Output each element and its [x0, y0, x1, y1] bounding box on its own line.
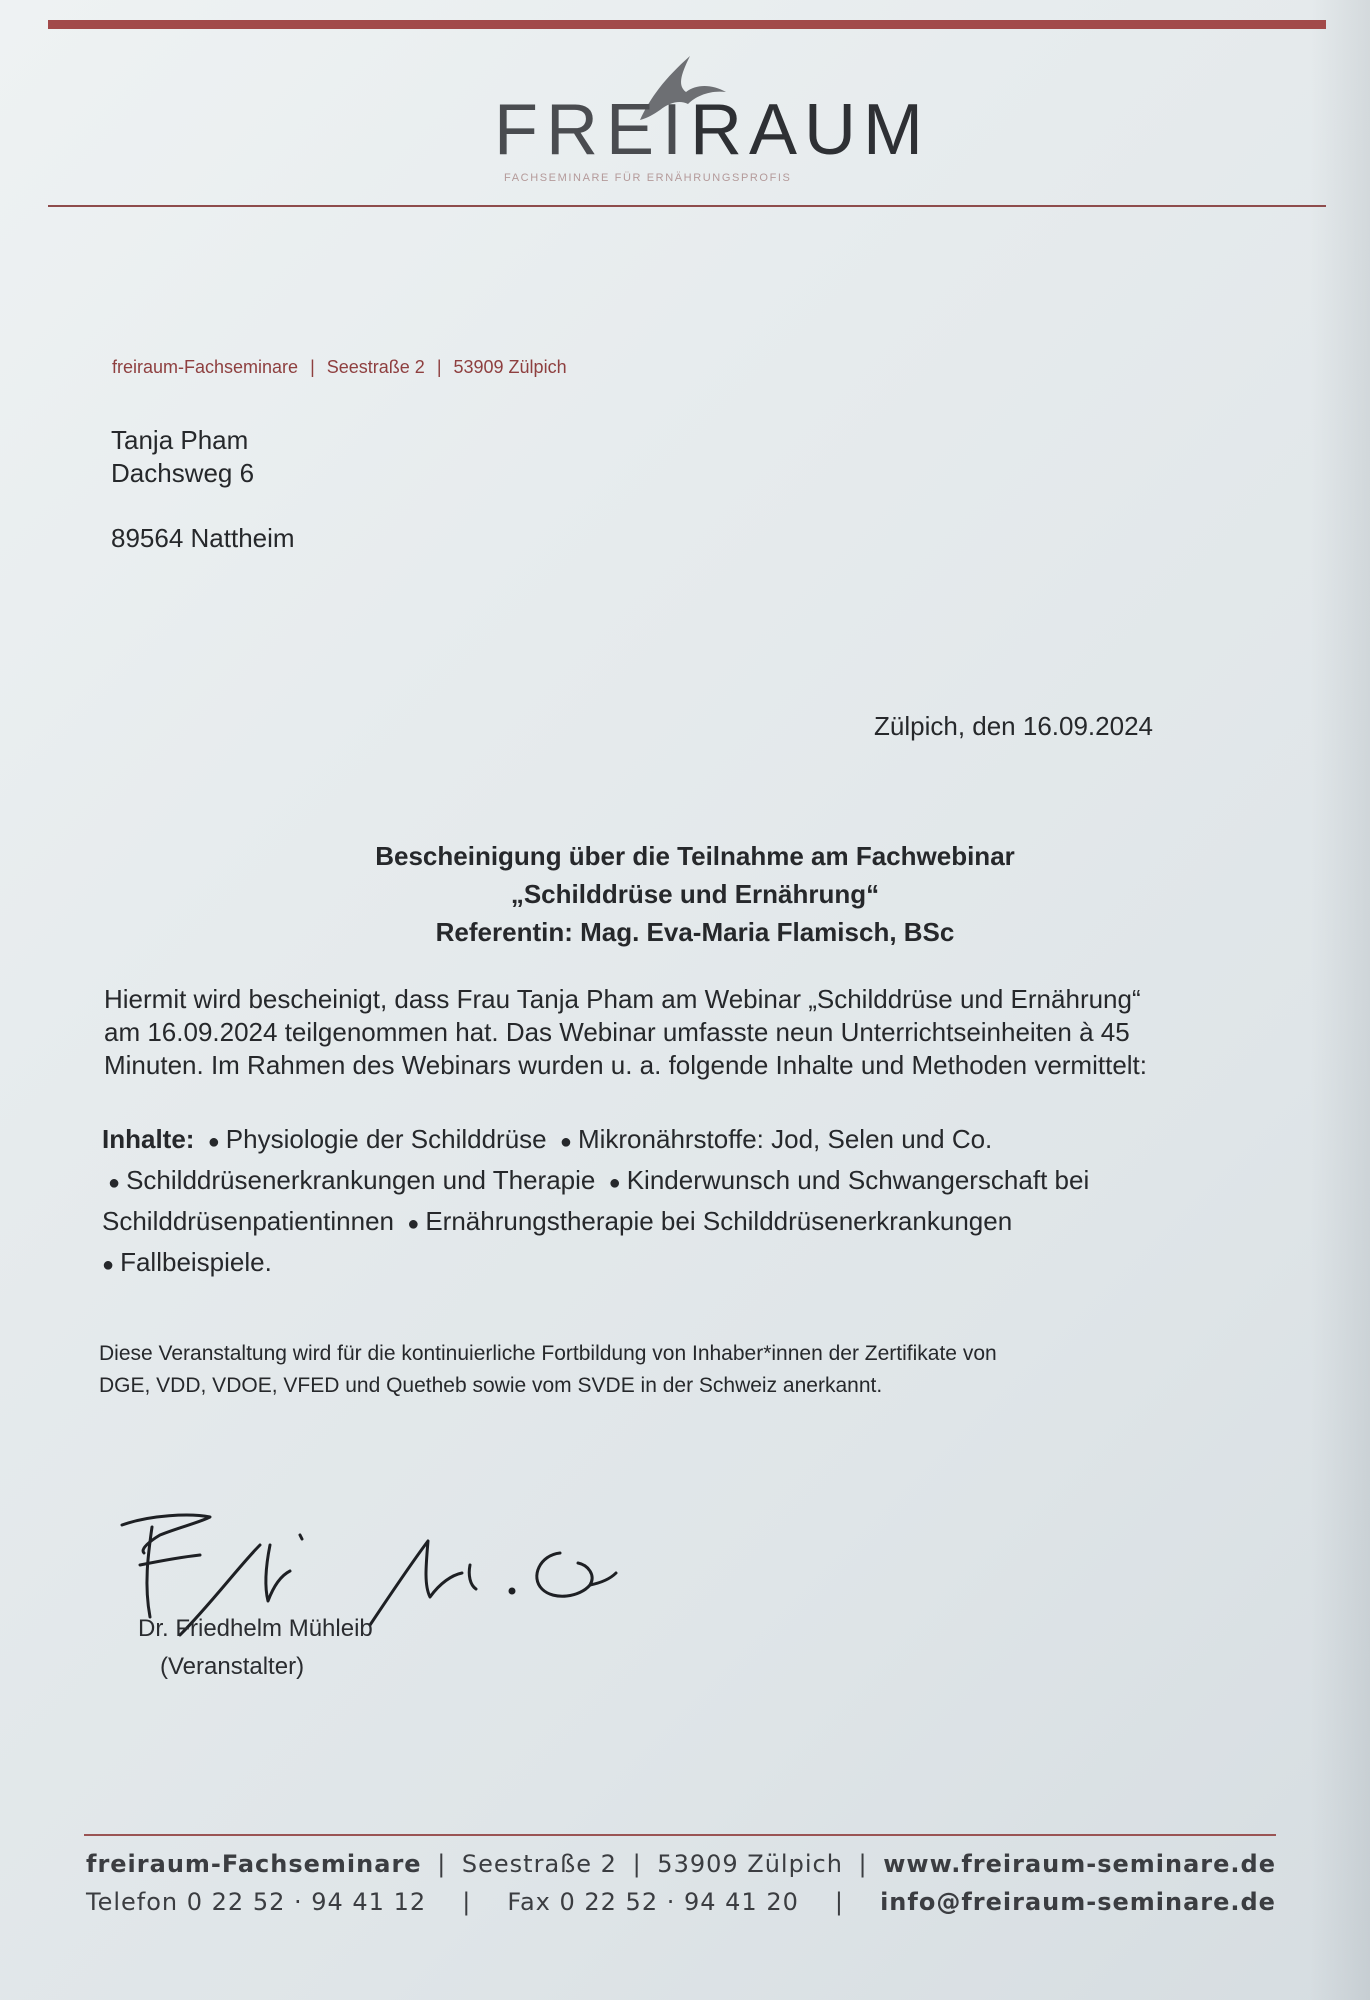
certificate-body — [104, 983, 1284, 1082]
header-top-rule — [48, 20, 1326, 29]
body-line-1: Hiermit wird bescheinigt, dass Frau Tanja Pham am Webinar „Schilddrüse und Ernährung“ — [104, 984, 1141, 1014]
bullet-icon: ● — [102, 1254, 115, 1276]
letter-date: Zülpich, den 16.09.2024 — [874, 711, 1153, 741]
bullet-icon: ● — [207, 1131, 220, 1153]
title-line-2: „Schilddrüse und Ernährung“ — [510, 879, 880, 909]
logo-wordmark-bold: RAUM — [690, 90, 931, 170]
contents-item: Physiologie der Schilddrüse — [225, 1124, 547, 1154]
contents-label: Inhalte: — [102, 1124, 195, 1154]
bullet-icon: ● — [407, 1213, 420, 1235]
footer-phone: Telefon 0 22 52 · 94 41 12 — [86, 1888, 427, 1916]
footer — [86, 1845, 1276, 1921]
recognition-note — [99, 1338, 1199, 1402]
footer-fax: Fax 0 22 52 · 94 41 20 — [507, 1888, 799, 1916]
body-line-3: Minuten. Im Rahmen des Webinars wurden u. a. folgende Inhalte und Methoden vermittelt: — [104, 1050, 1147, 1080]
contents-item: Fallbeispiele. — [120, 1247, 272, 1277]
footer-email-link[interactable]: info@freiraum-seminare.de — [880, 1888, 1276, 1916]
title-line-3: Referentin: Mag. Eva-Maria Flamisch, BSc — [435, 917, 955, 947]
sender-name: freiraum-Fachseminare — [112, 357, 299, 377]
footer-city: 53909 Zülpich — [657, 1850, 843, 1878]
body-line-2: am 16.09.2024 teilgenommen hat. Das Webinar umfasste neun Unterrichtseinheiten à 45 — [104, 1017, 1130, 1047]
footer-rule — [84, 1834, 1276, 1836]
bullet-icon: ● — [608, 1172, 621, 1194]
contents-item: Schilddrüsenerkrankungen und Therapie — [126, 1165, 596, 1195]
header-bottom-rule — [48, 205, 1326, 207]
recipient-city: 89564 Nattheim — [111, 523, 295, 553]
title-line-1: Bescheinigung über die Teilnahme am Fachwebinar — [375, 841, 1015, 871]
recipient-name: Tanja Pham — [111, 425, 249, 455]
contents-list — [102, 1120, 1202, 1284]
sender-street: Seestraße 2 — [326, 357, 425, 377]
separator: | — [436, 357, 442, 377]
sender-address-line — [112, 357, 567, 378]
signer-role: (Veranstalter) — [160, 1653, 305, 1680]
footer-row-address — [86, 1845, 1276, 1883]
note-line-1: Diese Veranstaltung wird für die kontinuierliche Fortbildung von Inhaber*innen der Zertifikate von — [99, 1342, 997, 1365]
footer-row-contact — [86, 1883, 1276, 1921]
separator: | — [437, 1850, 447, 1878]
signer-block — [138, 1610, 373, 1686]
bullet-icon: ● — [559, 1131, 572, 1153]
footer-street: Seestraße 2 — [461, 1850, 617, 1878]
freiraum-logo — [490, 48, 931, 193]
recipient-street: Dachsweg 6 — [111, 458, 255, 488]
footer-website-link[interactable]: www.freiraum-seminare.de — [883, 1850, 1276, 1878]
contents-item: Kinderwunsch und Schwangerschaft bei Schilddrüsenpatientinnen — [102, 1165, 1090, 1236]
recipient-address — [111, 424, 295, 555]
bullet-icon: ● — [108, 1172, 121, 1194]
sender-city: 53909 Zülpich — [453, 357, 567, 377]
separator: | — [310, 357, 315, 377]
separator: | — [858, 1850, 868, 1878]
separator: | — [462, 1888, 472, 1916]
contents-item: Ernährungstherapie bei Schilddrüsenerkrankungen — [425, 1206, 1013, 1236]
logo-tagline: FACHSEMINARE FÜR ERNÄHRUNGSPROFIS — [504, 172, 792, 184]
signer-name: Dr. Friedhelm Mühleib — [138, 1615, 373, 1642]
note-line-2: DGE, VDD, VDOE, VFED und Quetheb sowie vom SVDE in der Schweiz anerkannt. — [99, 1374, 883, 1397]
paper-shadow — [1310, 0, 1370, 2000]
separator: | — [632, 1850, 642, 1878]
certificate-title — [260, 837, 1130, 951]
footer-company: freiraum-Fachseminare — [86, 1850, 422, 1878]
logo-wordmark-light: FREI — [494, 90, 691, 170]
separator: | — [834, 1888, 845, 1916]
logo-wordmark — [494, 90, 931, 170]
contents-item: Mikronährstoffe: Jod, Selen und Co. — [577, 1124, 993, 1154]
